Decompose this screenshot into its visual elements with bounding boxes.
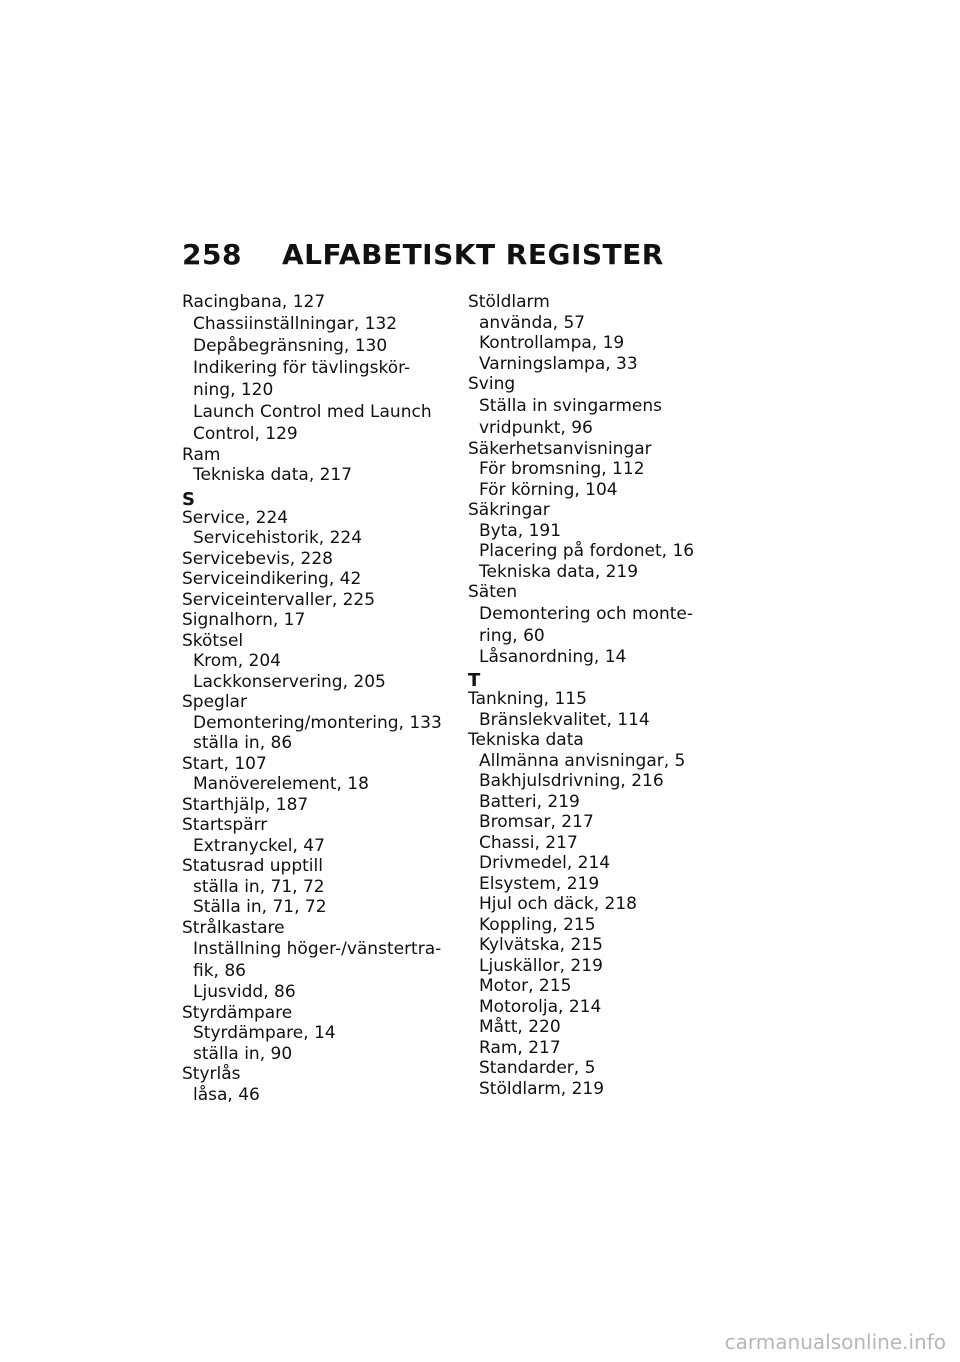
index-sub-entry: Chassiinställningar, 132 [193, 313, 398, 334]
index-main-entry: Starthjälp, 187 [182, 794, 309, 815]
index-main-entry: Servicebevis, 228 [182, 548, 333, 569]
index-sub-entry: Demontering/montering, 133 [193, 712, 442, 733]
index-sub-entry: Indikering för tävlingskör- ning, 120 [193, 357, 411, 400]
index-sub-entry: Chassi, 217 [479, 832, 578, 853]
index-sub-entry: Allmänna anvisningar, 5 [479, 750, 686, 771]
index-sub-entry: ställa in, 86 [193, 733, 293, 753]
index-column-left [182, 292, 452, 1105]
index-sub-entry: Kylvätska, 215 [479, 935, 603, 955]
index-main-entry: Tankning, 115 [468, 689, 587, 709]
index-main-entry: Start, 107 [182, 753, 267, 774]
index-sub-entry: Batteri, 219 [479, 791, 580, 812]
index-entry-speglar [182, 692, 452, 754]
index-main-entry: Strålkastare [182, 917, 285, 938]
index-main-entry: Serviceindikering, 42 [182, 569, 362, 589]
index-sub-entry: Bakhjulsdrivning, 216 [479, 771, 664, 791]
index-main-entry: Startspärr [182, 815, 268, 835]
page-title: ALFABETISKT REGISTER [282, 238, 664, 271]
index-sub-entry: låsa, 46 [193, 1084, 260, 1105]
index-sub-entry: Depåbegränsning, 130 [193, 335, 388, 356]
index-sub-entry: För körning, 104 [479, 479, 618, 500]
index-sub-entry: Bromsar, 217 [479, 812, 594, 832]
index-entry-styrlas [182, 1064, 452, 1105]
index-sub-entry: Placering på fordonet, 16 [479, 541, 695, 561]
index-sub-entry: ställa in, 90 [193, 1043, 293, 1064]
index-sub-entry: Demontering och monte- ring, 60 [479, 603, 694, 646]
index-entry-service [182, 508, 452, 549]
index-sub-entry: Ram, 217 [479, 1037, 561, 1058]
index-sub-entry: Hjul och däck, 218 [479, 894, 637, 914]
index-entry-ram [182, 445, 452, 486]
index-entry-start [182, 754, 452, 795]
index-main-entry: Sving [468, 374, 516, 394]
index-entry-saten [468, 582, 738, 667]
index-sub-entry: Motorolja, 214 [479, 996, 602, 1017]
index-main-entry: Speglar [182, 692, 247, 712]
index-sub-entry: Låsanordning, 14 [479, 646, 627, 667]
index-main-entry: Statusrad upptill [182, 856, 323, 876]
index-sub-entry: Ljuskällor, 219 [479, 955, 603, 976]
index-sub-entry: Kontrollampa, 19 [479, 333, 625, 353]
index-sub-entry: Koppling, 215 [479, 914, 596, 935]
index-main-entry: Tekniska data [468, 730, 584, 750]
index-sub-entry: använda, 57 [479, 312, 586, 333]
index-entry-styrdampare [182, 1003, 452, 1065]
index-sub-entry: Lackkonservering, 205 [193, 671, 386, 692]
index-entry-tankning [468, 689, 738, 730]
index-main-entry: Signalhorn, 17 [182, 610, 306, 630]
index-sub-entry: Manöverelement, 18 [193, 774, 369, 794]
index-sub-entry: Drivmedel, 214 [479, 853, 611, 873]
index-sub-entry: Byta, 191 [479, 520, 562, 541]
index-main-entry: Racingbana, 127 [182, 292, 326, 312]
index-main-entry: Skötsel [182, 630, 244, 651]
index-sub-entry: Ställa in, 71, 72 [193, 897, 327, 917]
index-entry-sakringar [468, 500, 738, 582]
index-sub-entry: Varningslampa, 33 [479, 353, 638, 374]
watermark: carmanualsonline.info [724, 1330, 946, 1354]
index-entry-skotsel [182, 631, 452, 693]
index-entry-stralkastare [182, 918, 452, 1003]
index-sub-entry: Styrdämpare, 14 [193, 1023, 336, 1043]
index-entry-statusrad [182, 856, 452, 918]
index-entry-tekniska-data [468, 730, 738, 1099]
index-main-entry: Säkringar [468, 500, 550, 520]
index-sub-entry: ställa in, 71, 72 [193, 876, 325, 897]
index-sub-entry: För bromsning, 112 [479, 459, 645, 479]
page-number: 258 [182, 238, 242, 271]
index-sub-entry: Ställa in svingarmens vridpunkt, 96 [479, 395, 663, 438]
index-sub-entry: Elsystem, 219 [479, 873, 600, 894]
index-sub-entry: Inställning höger-/vänstertra- fik, 86 [193, 939, 442, 981]
index-main-entry: Styrdämpare [182, 1002, 293, 1023]
index-entry-sakerhetsanvisningar [468, 439, 738, 501]
index-sub-entry: Tekniska data, 219 [479, 561, 639, 582]
index-entry-stoldlarm [468, 292, 738, 374]
index-entry-sving [468, 374, 738, 439]
index-sub-entry: Bränslekvalitet, 114 [479, 709, 650, 730]
index-main-entry: Stöldlarm [468, 292, 550, 312]
index-main-entry: Serviceintervaller, 225 [182, 589, 376, 610]
index-main-entry: Säten [468, 582, 518, 602]
index-column-right [468, 292, 738, 1099]
index-main-entry: Ram [182, 444, 221, 465]
index-sub-entry: Tekniska data, 217 [193, 465, 353, 485]
index-sub-entry: Mått, 220 [479, 1017, 561, 1037]
index-sub-entry: Extranyckel, 47 [193, 835, 325, 856]
index-entry-startsparr [182, 815, 452, 856]
section-letter-t: T [468, 670, 481, 691]
section-letter-s: S [182, 488, 195, 510]
index-sub-entry: Servicehistorik, 224 [193, 528, 363, 548]
index-sub-entry: Motor, 215 [479, 976, 572, 996]
index-main-entry: Service, 224 [182, 507, 289, 528]
index-main-entry: Styrlås [182, 1064, 241, 1084]
index-sub-entry: Launch Control med Launch Control, 129 [193, 401, 432, 444]
index-sub-entry: Ljusvidd, 86 [193, 982, 296, 1002]
index-sub-entry: Standarder, 5 [479, 1058, 596, 1078]
index-main-entry: Säkerhetsanvisningar [468, 438, 652, 459]
index-sub-entry: Krom, 204 [193, 651, 281, 671]
index-sub-entry: Stöldlarm, 219 [479, 1078, 605, 1099]
page-header [182, 238, 664, 271]
index-entry-racingbana [182, 292, 452, 445]
